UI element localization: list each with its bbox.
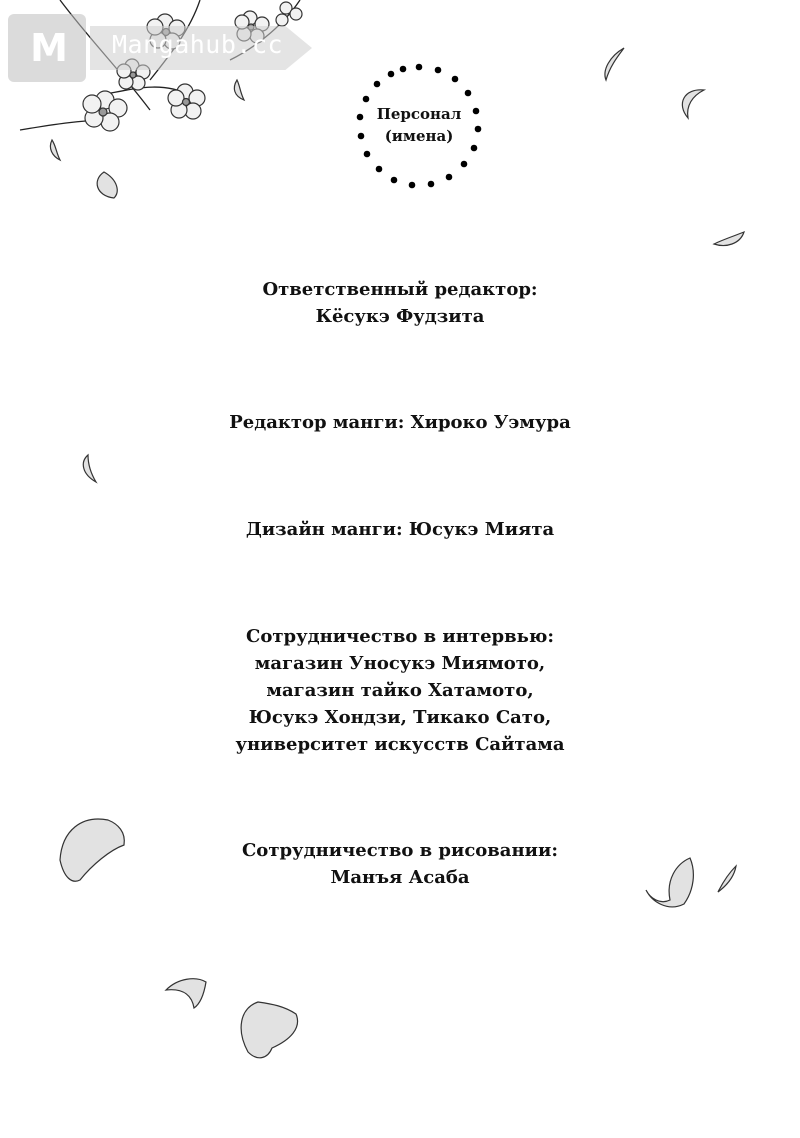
badge-line-2: (имена) xyxy=(384,127,454,145)
credit-drawing xyxy=(0,837,800,891)
credit-line: магазин тайко Хатамото, xyxy=(266,680,534,701)
watermark xyxy=(8,14,338,82)
credit-line: Сотрудничество в интервью: xyxy=(246,626,554,647)
credit-line: Ответственный редактор: xyxy=(262,279,538,300)
credit-line: Кёсукэ Фудзита xyxy=(315,306,485,327)
watermark-site-name: Mangahub.cc xyxy=(112,30,284,59)
credit-interview xyxy=(0,623,800,758)
section-badge xyxy=(355,63,483,191)
credit-manga-design xyxy=(0,516,800,543)
credit-line: Манъя Асаба xyxy=(330,867,470,888)
credit-line: Редактор манги: Хироко Уэмура xyxy=(229,412,571,433)
credit-chief-editor xyxy=(0,276,800,330)
petal-icon xyxy=(50,48,744,1058)
credit-line: Дизайн манги: Юсукэ Мията xyxy=(245,519,555,540)
watermark-logo: M xyxy=(8,14,86,82)
credit-line: магазин Уносукэ Миямото, xyxy=(254,653,546,674)
badge-title xyxy=(355,103,483,147)
credit-line: Юсукэ Хондзи, Тикако Сато, xyxy=(248,707,552,728)
credit-line: Сотрудничество в рисовании: xyxy=(241,840,558,861)
credit-line: университет искусств Сайтама xyxy=(235,734,565,755)
credit-manga-editor xyxy=(0,409,800,436)
badge-line-1: Персонал xyxy=(376,105,462,123)
